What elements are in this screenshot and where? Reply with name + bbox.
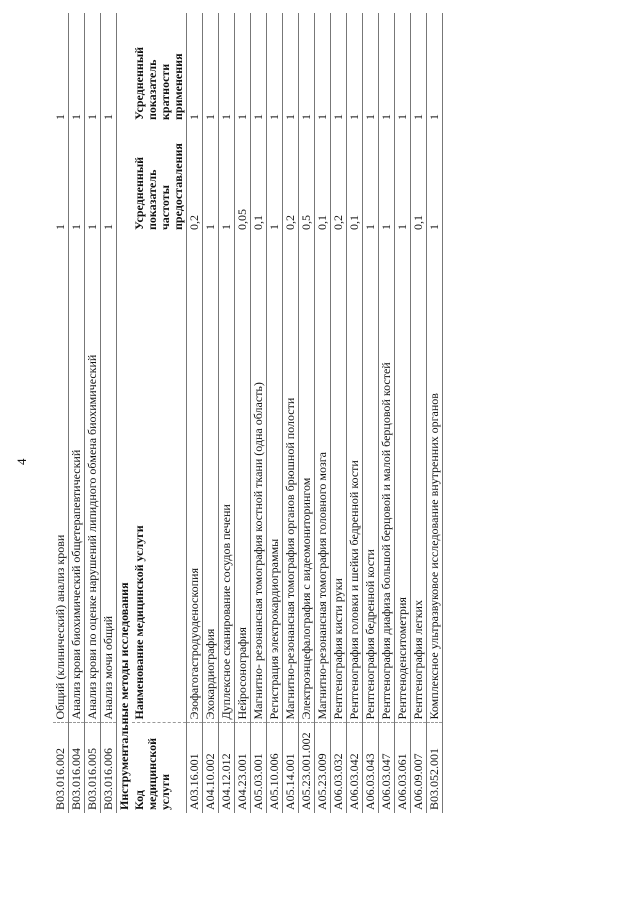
cell-freq: 0,5: [299, 123, 315, 233]
section-title: Инструментальные методы исследования: [117, 582, 131, 810]
cell-name: Рентгенография легких: [411, 233, 427, 723]
table-row: [427, 13, 443, 813]
cell-code: B03.016.005: [85, 723, 101, 813]
cell-code: B03.016.006: [101, 723, 117, 813]
cell-freq: 0,1: [315, 123, 331, 233]
table-row: [379, 13, 395, 813]
cell-name: Анализ крови по оценке нарушений липидного обмена биохимический: [85, 233, 101, 723]
cell-freq: 1: [69, 123, 85, 233]
cell-freq: 1: [267, 123, 283, 233]
cell-mult: 1: [379, 13, 395, 123]
cell-freq: 0,2: [283, 123, 299, 233]
cell-code: A06.03.032: [331, 723, 347, 813]
table-row: [85, 13, 101, 813]
cell-name: Рентгенография головки и шейки бедренной кости: [347, 233, 363, 723]
header-mult: Усредненный показатель кратности применения: [132, 13, 187, 123]
table-row: [187, 13, 203, 813]
cell-name: Анализ мочи общий: [101, 233, 117, 723]
services-table: [53, 13, 443, 813]
cell-freq: 1: [85, 123, 101, 233]
cell-name: Магнитно- резонансная томография костной ткани (одна область): [251, 233, 267, 723]
cell-mult: 1: [267, 13, 283, 123]
cell-name: Рентгеноденситометрия: [395, 233, 411, 723]
cell-freq: 1: [219, 123, 235, 233]
table-row: [315, 13, 331, 813]
cell-code: A06.09.007: [411, 723, 427, 813]
cell-mult: 1: [53, 13, 69, 123]
table-row: [203, 13, 219, 813]
table-row: [411, 13, 427, 813]
cell-code: A05.23.001.002: [299, 723, 315, 813]
cell-code: A05.03.001: [251, 723, 267, 813]
cell-name: Рентгенография кисти руки: [331, 233, 347, 723]
cell-mult: 1: [395, 13, 411, 123]
cell-mult: 1: [363, 13, 379, 123]
cell-name: Магнитно-резонансная томография органов брюшной полости: [283, 233, 299, 723]
cell-name: Анализ крови биохимический общетерапевтический: [69, 233, 85, 723]
cell-freq: 1: [395, 123, 411, 233]
cell-mult: 1: [251, 13, 267, 123]
cell-name: Общий (клинический) анализ крови: [53, 233, 69, 723]
cell-freq: 0,2: [187, 123, 203, 233]
cell-code: A04.23.001: [235, 723, 251, 813]
cell-code: A06.03.042: [347, 723, 363, 813]
table-row: [219, 13, 235, 813]
cell-freq: 0,2: [331, 123, 347, 233]
cell-mult: 1: [347, 13, 363, 123]
cell-name: Эхокардиография: [203, 233, 219, 723]
cell-name: Регистрация электрокардиограммы: [267, 233, 283, 723]
table-row: [331, 13, 347, 813]
cell-mult: 1: [299, 13, 315, 123]
cell-freq: 0,1: [347, 123, 363, 233]
cell-name: Комплексное ультразвуковое исследование внутренних органов: [427, 233, 443, 723]
cell-freq: 0,1: [251, 123, 267, 233]
section-row: [117, 13, 133, 813]
cell-name: Рентгенография бедренной кости: [363, 233, 379, 723]
cell-mult: 1: [187, 13, 203, 123]
cell-code: A06.03.047: [379, 723, 395, 813]
table-row: [101, 13, 117, 813]
cell-name: Электроэнцефалография с видеомониторингом: [299, 233, 315, 723]
header-name: Наименование медицинской услуги: [132, 233, 187, 723]
table-row: [283, 13, 299, 813]
cell-freq: 1: [379, 123, 395, 233]
lab-tests-body: [53, 13, 117, 813]
header-freq: Усредненный показатель частоты предоставления: [132, 123, 187, 233]
cell-name: Эзофагогастродуоденоскопия: [187, 233, 203, 723]
cell-code: A05.14.001: [283, 723, 299, 813]
cell-code: A04.12.012: [219, 723, 235, 813]
table-row: [251, 13, 267, 813]
cell-mult: 1: [427, 13, 443, 123]
table-row: [363, 13, 379, 813]
cell-code: B03.052.001: [427, 723, 443, 813]
cell-freq: 1: [363, 123, 379, 233]
cell-freq: 0,1: [411, 123, 427, 233]
cell-mult: 1: [331, 13, 347, 123]
cell-freq: 1: [101, 123, 117, 233]
cell-code: A06.03.043: [363, 723, 379, 813]
table-row: [69, 13, 85, 813]
instrumental-body: [187, 13, 443, 813]
table-row: [267, 13, 283, 813]
cell-mult: 1: [411, 13, 427, 123]
cell-mult: 1: [85, 13, 101, 123]
cell-code: A06.03.061: [395, 723, 411, 813]
cell-code: A03.16.001: [187, 723, 203, 813]
cell-mult: 1: [203, 13, 219, 123]
cell-code: B03.016.002: [53, 723, 69, 813]
page-number: 4: [14, 458, 29, 465]
cell-name: Магнитно-резонансная томография головного мозга: [315, 233, 331, 723]
table-row: [235, 13, 251, 813]
cell-code: B03.016.004: [69, 723, 85, 813]
table-row: [53, 13, 69, 813]
cell-code: A05.23.009: [315, 723, 331, 813]
cell-name: Нейросонография: [235, 233, 251, 723]
header-code: Код медицинской услуги: [132, 723, 187, 813]
cell-mult: 1: [101, 13, 117, 123]
cell-mult: 1: [219, 13, 235, 123]
cell-mult: 1: [283, 13, 299, 123]
cell-mult: 1: [315, 13, 331, 123]
cell-freq: 0,05: [235, 123, 251, 233]
cell-mult: 1: [235, 13, 251, 123]
cell-name: Дуплексное сканирование сосудов печени: [219, 233, 235, 723]
cell-name: Рентгенография диафиза большой берцовой и малой берцовой костей: [379, 233, 395, 723]
cell-freq: 1: [203, 123, 219, 233]
header-row: [132, 13, 187, 813]
cell-code: A04.10.002: [203, 723, 219, 813]
cell-freq: 1: [53, 123, 69, 233]
cell-code: A05.10.006: [267, 723, 283, 813]
cell-freq: 1: [427, 123, 443, 233]
table-row: [299, 13, 315, 813]
cell-mult: 1: [69, 13, 85, 123]
table-row: [347, 13, 363, 813]
table-row: [395, 13, 411, 813]
